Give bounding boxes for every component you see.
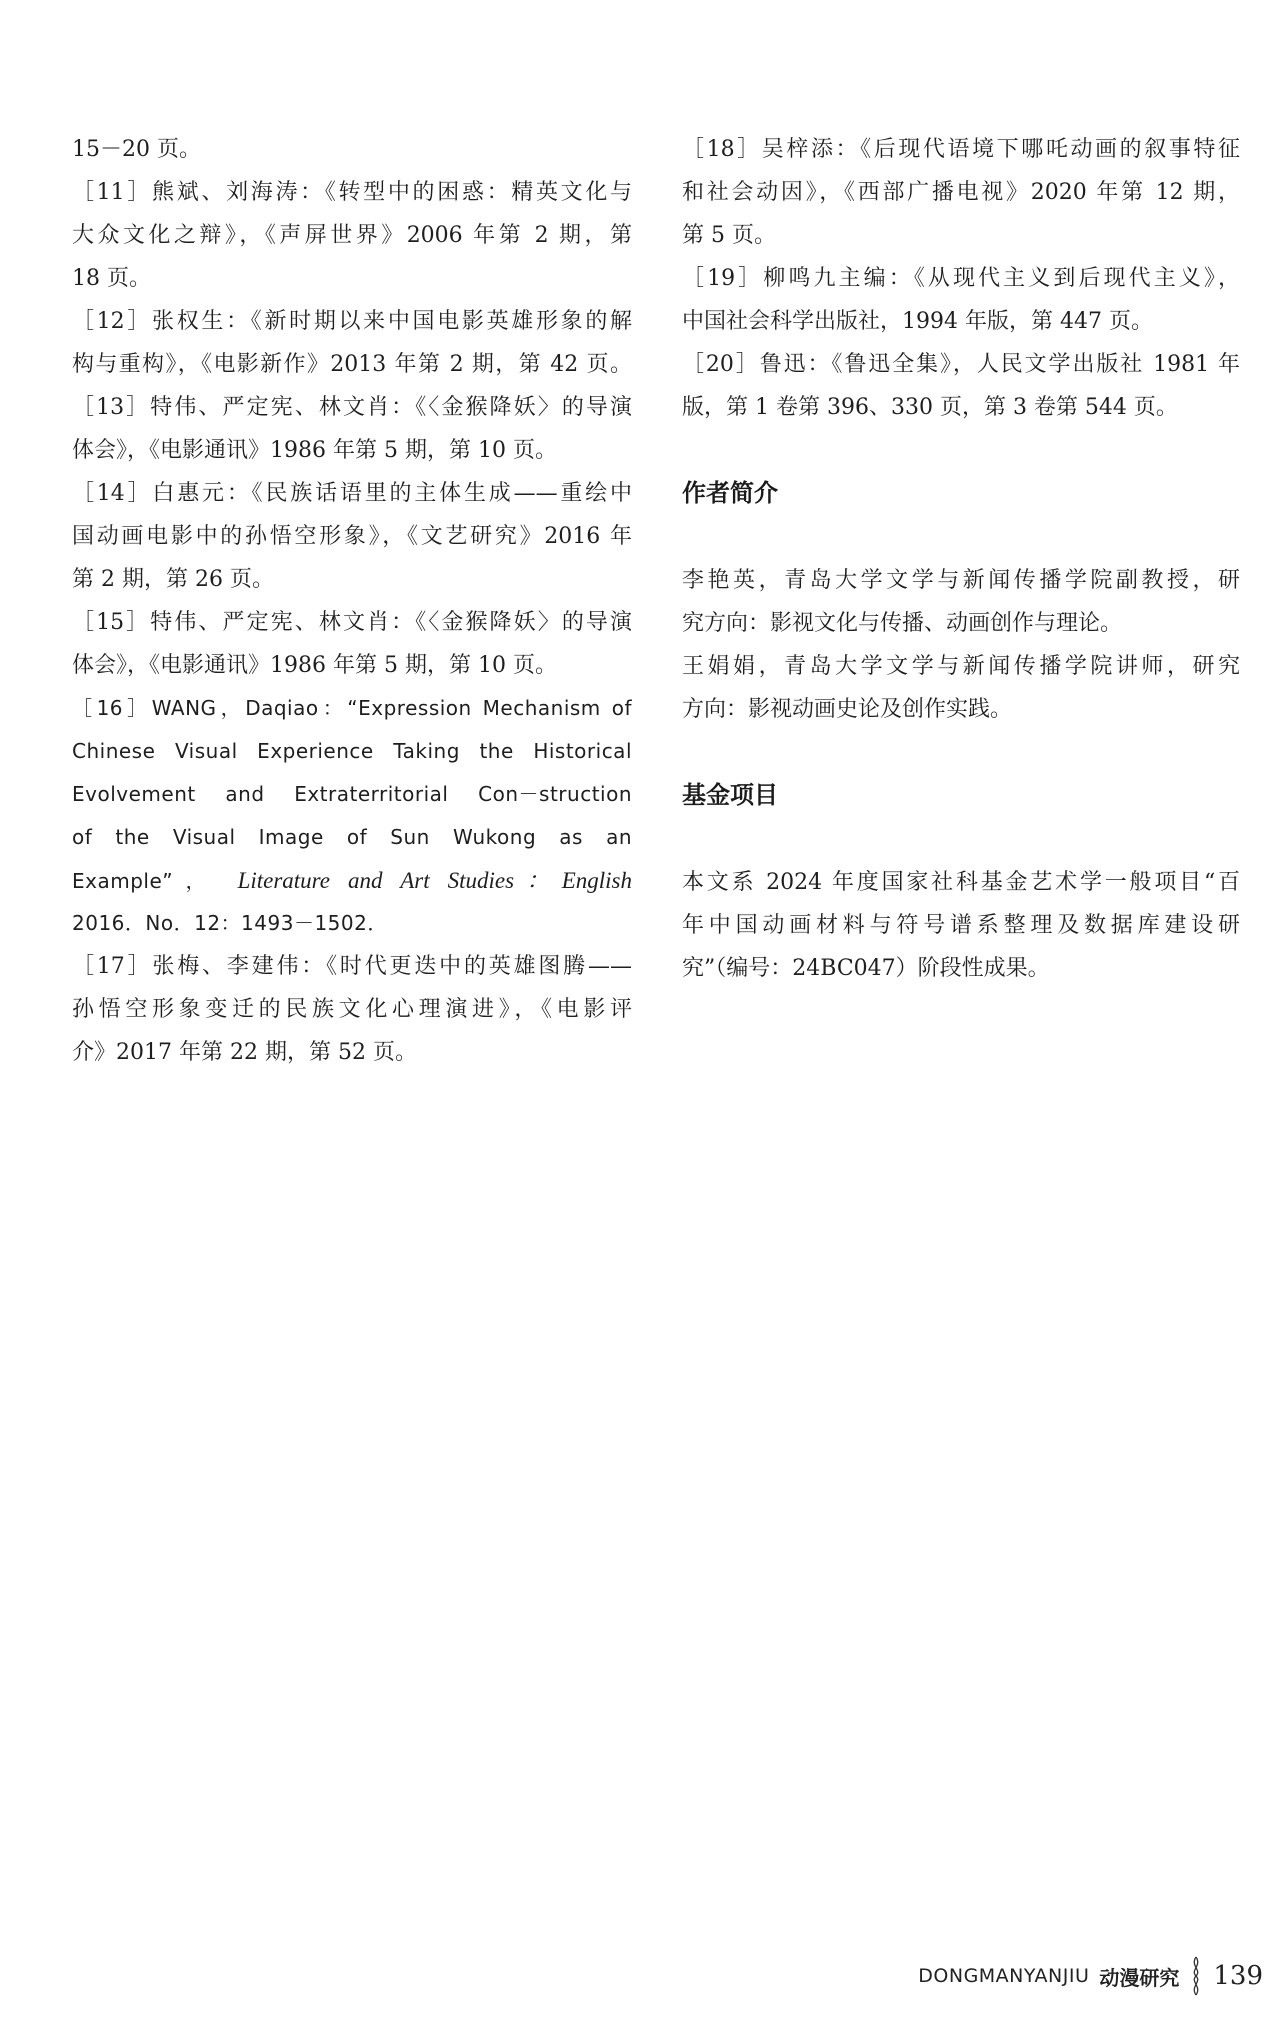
fund-line-3: 究”（编号：24BC047）阶段性成果。	[682, 956, 1050, 981]
spacer	[682, 429, 1240, 471]
reference-13-line-2: 体会》，《电影通讯》1986 年第 5 期，第 10 页。	[72, 438, 557, 463]
journal-name-pinyin: DONGMANYANJIU	[918, 1965, 1090, 1987]
author-line-3: 王娟娟，青岛大学文学与新闻传播学院讲师，研究	[682, 654, 1240, 679]
spacer	[682, 731, 1240, 773]
reference-17-line-3: 介》2017 年第 22 期，第 52 页。	[72, 1040, 417, 1065]
reference-18-line-2: 和社会动因》，《西部广播电视》2020 年第 12 期，	[682, 180, 1240, 205]
reference-16-line-1: ［16］WANG，Daqiao：“Expression Mechanism of	[72, 696, 632, 720]
reference-15-line-2: 体会》，《电影通讯》1986 年第 5 期，第 10 页。	[72, 653, 557, 678]
journal-name-chinese: 动漫研究	[1099, 1965, 1180, 1990]
reference-14-line-1: ［14］白惠元：《民族话语里的主体生成——重绘中	[72, 481, 632, 506]
author-line-2: 究方向：影视文化与传播、动画创作与理论。	[682, 611, 1123, 636]
reference-12-line-2: 构与重构》，《电影新作》2013 年第 2 期，第 42 页。	[72, 352, 632, 377]
fund-line-2: 年中国动画材料与符号谱系整理及数据库建设研	[682, 913, 1240, 938]
reference-16-example: Example”，	[72, 869, 219, 893]
spacer	[682, 515, 1240, 559]
right-column	[682, 128, 1240, 990]
reference-17-line-2: 孙悟空形象变迁的民族文化心理演进》，《电影评	[72, 997, 632, 1022]
fund-section-title: 基金项目	[682, 781, 778, 809]
left-column	[72, 128, 632, 1074]
reference-19-line-2: 中国社会科学出版社，1994 年版，第 447 页。	[682, 309, 1153, 334]
reference-16-line-5	[72, 859, 632, 902]
reference-14-line-3: 第 2 期，第 26 页。	[72, 567, 274, 592]
reference-14-line-2: 国动画电影中的孙悟空形象》，《文艺研究》2016 年	[72, 524, 632, 549]
author-line-1: 李艳英，青岛大学文学与新闻传播学院副教授，研	[682, 568, 1240, 593]
spacer	[682, 817, 1240, 861]
reference-line: 15－20 页。	[72, 137, 201, 162]
reference-11-line-1: ［11］熊斌、刘海涛：《转型中的困惑：精英文化与	[72, 180, 632, 205]
reference-16-journal: Literature and Art Studies：English	[237, 868, 632, 893]
reference-18-line-1: ［18］吴梓添：《后现代语境下哪吒动画的叙事特征	[682, 137, 1240, 162]
reference-20-line-1: ［20］鲁迅：《鲁迅全集》，人民文学出版社 1981 年	[682, 352, 1240, 377]
reference-17-line-1: ［17］张梅、李建伟：《时代更迭中的英雄图腾——	[72, 954, 632, 979]
fund-line-1: 本文系 2024 年度国家社科基金艺术学一般项目“百	[682, 870, 1240, 895]
footer-ornament-icon	[1189, 1956, 1203, 1996]
page-footer	[918, 1956, 1263, 1996]
reference-20-line-2: 版，第 1 卷第 396、330 页，第 3 卷第 544 页。	[682, 395, 1178, 420]
reference-18-line-3: 第 5 页。	[682, 223, 776, 248]
reference-16-line-6: 2016．No．12：1493－1502．	[72, 911, 388, 935]
reference-16-line-3: Evolvement and Extraterritorial Con－struction	[72, 782, 632, 806]
reference-15-line-1: ［15］特伟、严定宪、林文肖：《〈金猴降妖〉的导演	[72, 610, 632, 635]
reference-19-line-1: ［19］柳鸣九主编：《从现代主义到后现代主义》，	[682, 266, 1240, 291]
reference-16-line-2: Chinese Visual Experience Taking the Historical	[72, 739, 632, 763]
reference-11-line-3: 18 页。	[72, 266, 151, 291]
reference-13-line-1: ［13］特伟、严定宪、林文肖：《〈金猴降妖〉的导演	[72, 395, 632, 420]
reference-12-line-1: ［12］张权生：《新时期以来中国电影英雄形象的解	[72, 309, 632, 334]
author-line-4: 方向：影视动画史论及创作实践。	[682, 697, 1013, 722]
page-number: 139	[1213, 1961, 1263, 1991]
reference-16-line-4: of the Visual Image of Sun Wukong as an	[72, 825, 632, 849]
author-section-title: 作者简介	[682, 479, 778, 507]
reference-11-line-2: 大众文化之辩》，《声屏世界》2006 年第 2 期，第	[72, 223, 632, 248]
